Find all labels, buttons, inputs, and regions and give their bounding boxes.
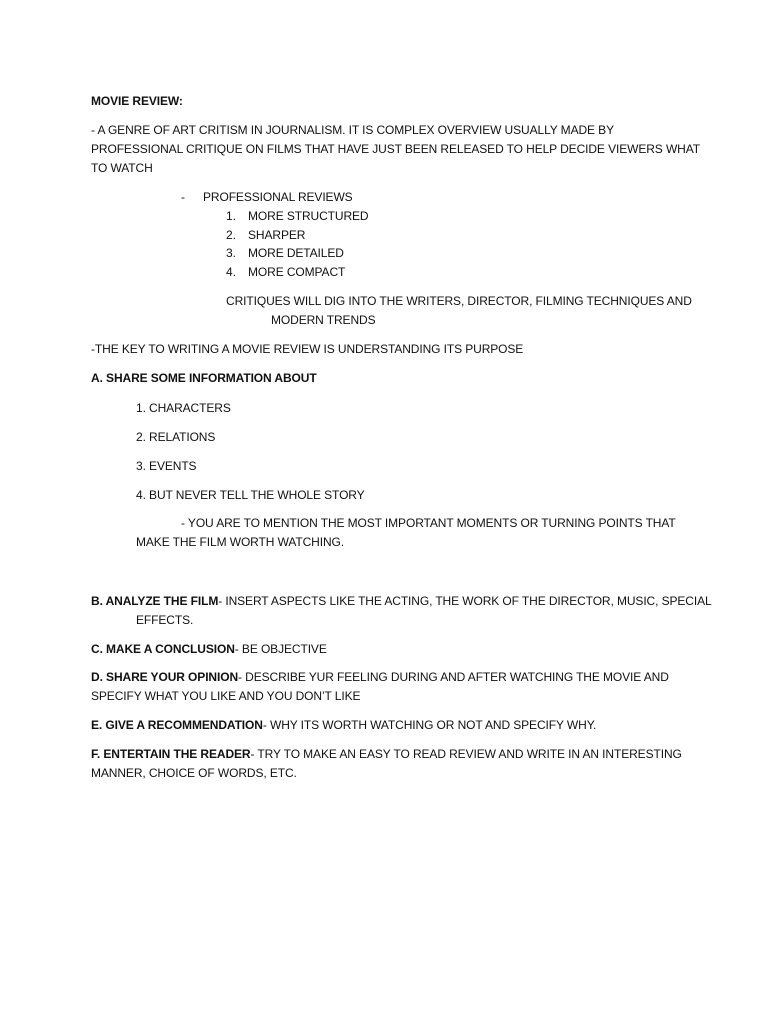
document-title: MOVIE REVIEW: <box>91 94 183 108</box>
section-b-continuation: EFFECTS. <box>136 613 194 627</box>
section-b-label: B. ANALYZE THE FILM <box>91 594 219 608</box>
intro-line-3: TO WATCH <box>91 161 153 175</box>
section-f-line <box>91 745 682 764</box>
professional-item-text: MORE STRUCTURED <box>248 209 369 223</box>
section-f-label: F. ENTERTAIN THE READER <box>91 747 251 761</box>
section-c-text: - BE OBJECTIVE <box>234 642 327 656</box>
professional-item-num: 3. <box>226 246 236 260</box>
section-a-item: 4. BUT NEVER TELL THE WHOLE STORY <box>136 488 365 502</box>
section-c-label: C. MAKE A CONCLUSION <box>91 642 235 656</box>
key-line: -THE KEY TO WRITING A MOVIE REVIEW IS UNDERSTANDING ITS PURPOSE <box>91 342 524 356</box>
section-d-text: - DESCRIBE YUR FEELING DURING AND AFTER WATCHING THE MOVIE AND <box>238 670 669 684</box>
intro-line-2: PROFESSIONAL CRITIQUE ON FILMS THAT HAVE JUST BEEN RELEASED TO HELP DECIDE VIEWERS WHAT <box>91 142 700 156</box>
section-e-text: - WHY ITS WORTH WATCHING OR NOT AND SPECIFY WHY. <box>262 718 597 732</box>
section-a-item: 2. RELATIONS <box>136 430 216 444</box>
professional-item-num: 2. <box>226 228 236 242</box>
section-d-line <box>91 668 669 687</box>
section-a-item: 1. CHARACTERS <box>136 401 231 415</box>
professional-item-num: 4. <box>226 265 236 279</box>
section-d-continuation: SPECIFY WHAT YOU LIKE AND YOU DON’T LIKE <box>91 689 361 703</box>
section-a-note-line-1: - YOU ARE TO MENTION THE MOST IMPORTANT MOMENTS OR TURNING POINTS THAT <box>181 516 676 530</box>
section-a-note-line-2: MAKE THE FILM WORTH WATCHING. <box>136 535 344 549</box>
section-d-label: D. SHARE YOUR OPINION <box>91 670 239 684</box>
professional-item-text: MORE COMPACT <box>248 265 346 279</box>
critiques-line-1: CRITIQUES WILL DIG INTO THE WRITERS, DIRECTOR, FILMING TECHNIQUES AND <box>226 294 692 308</box>
section-a-heading: A. SHARE SOME INFORMATION ABOUT <box>91 371 317 385</box>
critiques-line-2: MODERN TRENDS <box>271 313 376 327</box>
section-f-continuation: MANNER, CHOICE OF WORDS, ETC. <box>91 766 297 780</box>
section-e-label: E. GIVE A RECOMMENDATION <box>91 718 263 732</box>
section-b-text: - INSERT ASPECTS LIKE THE ACTING, THE WORK OF THE DIRECTOR, MUSIC, SPECIAL <box>218 594 712 608</box>
section-c-line <box>91 640 327 659</box>
professional-dash: - <box>181 190 185 204</box>
section-e-line <box>91 716 596 735</box>
professional-item-text: MORE DETAILED <box>248 246 344 260</box>
professional-item-num: 1. <box>226 209 236 223</box>
professional-heading: PROFESSIONAL REVIEWS <box>203 190 353 204</box>
intro-line-1: - A GENRE OF ART CRITISM IN JOURNALISM. IT IS COMPLEX OVERVIEW USUALLY MADE BY <box>91 123 614 137</box>
professional-item-text: SHARPER <box>248 228 306 242</box>
section-f-text: - TRY TO MAKE AN EASY TO READ REVIEW AND WRITE IN AN INTERESTING <box>250 747 682 761</box>
section-b-line <box>91 592 712 611</box>
section-a-item: 3. EVENTS <box>136 459 197 473</box>
